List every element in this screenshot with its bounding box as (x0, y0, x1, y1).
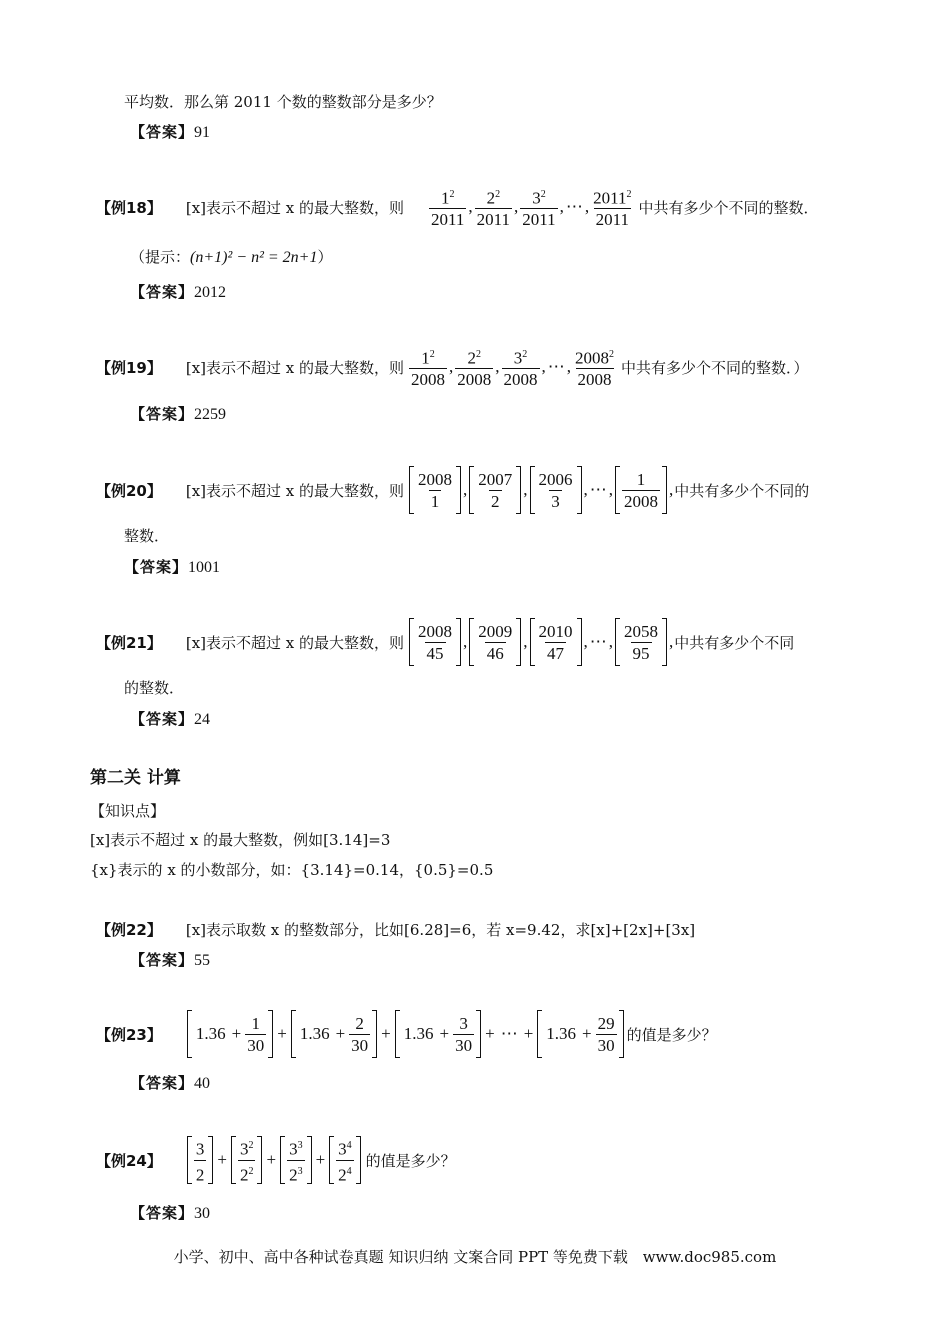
floor-bracket (409, 466, 461, 514)
floor-bracket (280, 1136, 312, 1184)
answer-tag: 【答案】 (130, 710, 195, 728)
fraction: $\frac{3^4}{2^4}$ (338, 1139, 352, 1185)
fraction: $\frac{1^2}{2011}$ (431, 188, 465, 230)
fraction: $\frac{2^2}{2011}$ (476, 188, 511, 230)
floor-bracket (469, 466, 521, 514)
answer-value: 55 (194, 952, 211, 969)
example-23: 【例23】 1.36 + $\frac{1}{30}$ + 1.36 + $\frac{2}{30}$ + 1.36 + $\frac{3}{30}$ + ⋯ + 1.36 + $\frac{29}{30}$ 的值是多少？ (96, 1008, 717, 1060)
answer-value: 91 (194, 124, 211, 141)
fraction: $\frac{3^3}{2^3}$ (289, 1139, 303, 1185)
section-title: 第二关 计算 (90, 768, 181, 788)
fraction: $\frac{1^2}{2008}$ (411, 348, 446, 390)
answer-value: 1001 (188, 559, 221, 576)
example-18: 【例18】 [x]表示不超过 x 的最大整数，则 $\frac{1^2}{2011}$ , $\frac{2^2}{2011}$ , $\frac{3^2}{2011}$ , ⋯ , $\frac{2011^2}{2011}$ 中共有多少个不同的整数． (96, 182, 819, 232)
fraction: $\frac{3^2}{2^2}$ (239, 1139, 254, 1185)
intro-line: 平均数．那么第 2011 个数的整数部分是多少？ (124, 93, 442, 111)
example-21: 【例21】 [x]表示不超过 x 的最大整数，则 $\frac{2008}{45}$ , $\frac{2009}{46}$ , $\frac{2010}{47}$ , ⋯ , $\frac{2058}{95}$ , 中共有多少个不同 (96, 616, 794, 668)
fraction: $\frac{2011^2}{2011}$ (593, 188, 632, 230)
fraction: $\frac{2008^2}{2008}$ (575, 348, 615, 390)
fraction: $\frac{1}{2008}$ (624, 469, 659, 511)
example-label: 【例19】 (96, 358, 162, 377)
fraction: $\frac{2006}{3}$ (538, 469, 573, 511)
ellipsis: ⋯ (547, 357, 565, 376)
ellipsis: ⋯ (589, 480, 607, 499)
fraction: $\frac{29}{30}$ (597, 1013, 615, 1055)
problem-text-tail: 中共有多少个不同 (674, 633, 795, 652)
floor-bracket: 1.36 + $\frac{2}{30}$ (291, 1010, 377, 1058)
fraction: $\frac{2008}{1}$ (418, 469, 453, 511)
footer-url[interactable]: www.doc985.com (642, 1248, 777, 1266)
example-label: 【例18】 (96, 198, 162, 217)
answer-value: 2259 (194, 406, 227, 423)
answer-tag: 【答案】 (130, 283, 195, 301)
fraction: $\frac{1}{30}$ (247, 1013, 265, 1055)
example-21-continuation: 的整数． (124, 679, 185, 697)
example-21-answer (130, 709, 210, 730)
floor-bracket (469, 618, 521, 666)
problem-text: [x]表示不超过 x 的最大整数，则 (185, 633, 405, 652)
knowledge-line-1: [x]表示不超过 x 的最大整数，例如[3.14]=3 (90, 831, 391, 849)
page-footer (0, 1246, 950, 1267)
example-label: 【例24】 (96, 1151, 162, 1170)
answer-value: 2012 (194, 284, 227, 301)
example-24-answer (130, 1203, 210, 1224)
fraction: $\frac{2007}{2}$ (478, 469, 513, 511)
example-label: 【例22】 (96, 921, 162, 939)
answer-tag: 【答案】 (130, 123, 195, 141)
floor-bracket (530, 466, 582, 514)
problem-text-tail: 中共有多少个不同的整数．） (621, 358, 809, 377)
example-label: 【例20】 (96, 481, 162, 500)
answer-tag: 【答案】 (130, 405, 195, 423)
ellipsis: ⋯ (565, 197, 583, 216)
problem-text: [x]表示取数 x 的整数部分，比如[6.28]=6，若 x=9.42，求[x]+[2x]+[3x] (185, 921, 696, 939)
fraction: $\frac{3}{30}$ (455, 1013, 473, 1055)
problem-text: [x]表示不超过 x 的最大整数，则 (185, 481, 405, 500)
fraction: $\frac{2058}{95}$ (624, 621, 659, 663)
example-20-continuation: 整数． (124, 527, 170, 545)
floor-bracket: 1.36 + $\frac{29}{30}$ (537, 1010, 623, 1058)
example-19-answer (130, 404, 226, 425)
knowledge-line-2: {x}表示的 x 的小数部分，如：{3.14}=0.14，{0.5}=0.5 (90, 861, 494, 879)
problem-text-tail: 中共有多少个不同的 (674, 481, 810, 500)
problem-text: [x]表示不超过 x 的最大整数，则 (185, 198, 405, 217)
floor-bracket (329, 1136, 361, 1184)
answer-value: 24 (194, 711, 211, 728)
example-18-answer (130, 282, 226, 303)
floor-bracket: 1.36 + $\frac{1}{30}$ (187, 1010, 273, 1058)
fraction: $\frac{2008}{45}$ (418, 621, 453, 663)
example-24: 【例24】 $\frac{3}{2}$ + $\frac{3^2}{2^2}$ + $\frac{3^3}{2^3}$ + $\frac{3^4}{2^4}$ 的值是多少？ (96, 1134, 456, 1186)
example-19: 【例19】 [x]表示不超过 x 的最大整数，则 $\frac{1^2}{2008}$ , $\frac{2^2}{2008}$ , $\frac{3^2}{2008}$ , ⋯ , $\frac{2008^2}{2008}$ 中共有多少个不同的整数．） (96, 342, 809, 392)
example-22-answer (130, 950, 210, 971)
fraction: $\frac{2^2}{2008}$ (457, 348, 492, 390)
problem-text-tail: 的值是多少？ (626, 1025, 717, 1044)
example-23-answer (130, 1073, 210, 1094)
floor-bracket (615, 618, 667, 666)
floor-bracket (187, 1136, 214, 1184)
problem-text: [x]表示不超过 x 的最大整数，则 (185, 358, 405, 377)
hint-formula: (n+1)² − n² = 2n+1 (190, 249, 318, 266)
example-20-answer (124, 557, 220, 578)
example-22 (96, 920, 695, 940)
fraction: $\frac{3^2}{2011}$ (522, 188, 556, 230)
floor-bracket: 1.36 + $\frac{3}{30}$ (395, 1010, 481, 1058)
fraction: $\frac{2010}{47}$ (538, 621, 573, 663)
answer-value: 40 (194, 1075, 211, 1092)
floor-bracket (615, 466, 667, 514)
ellipsis: ⋯ (589, 632, 607, 651)
example-18-hint: （提示：(n+1)² − n² = 2n+1） (130, 248, 333, 266)
footer-text: 小学、初中、高中各种试卷真题 知识归纳 文案合同 PPT 等免费下载 (173, 1248, 628, 1266)
example-20: 【例20】 [x]表示不超过 x 的最大整数，则 $\frac{2008}{1}$ , $\frac{2007}{2}$ , $\frac{2006}{3}$ , ⋯ , $\frac{1}{2008}$ , 中共有多少个不同的 (96, 464, 809, 516)
answer-tag: 【答案】 (130, 951, 195, 969)
floor-bracket (530, 618, 582, 666)
fraction: $\frac{3}{2}$ (195, 1139, 205, 1185)
problem-text-tail: 的值是多少？ (365, 1151, 456, 1170)
fraction: $\frac{3^2}{2008}$ (503, 348, 538, 390)
fraction: $\frac{2009}{46}$ (478, 621, 513, 663)
floor-bracket (409, 618, 461, 666)
ellipsis: ⋯ (500, 1024, 518, 1043)
problem-text-tail: 中共有多少个不同的整数． (638, 198, 819, 217)
answer-tag: 【答案】 (130, 1074, 195, 1092)
fraction: $\frac{2}{30}$ (351, 1013, 369, 1055)
example-label: 【例23】 (96, 1025, 162, 1044)
intro-answer (130, 122, 210, 143)
answer-value: 30 (194, 1205, 211, 1222)
knowledge-tag: 【知识点】 (90, 802, 166, 820)
answer-tag: 【答案】 (124, 558, 189, 576)
answer-tag: 【答案】 (130, 1204, 195, 1222)
floor-bracket (231, 1136, 263, 1184)
example-label: 【例21】 (96, 633, 162, 652)
